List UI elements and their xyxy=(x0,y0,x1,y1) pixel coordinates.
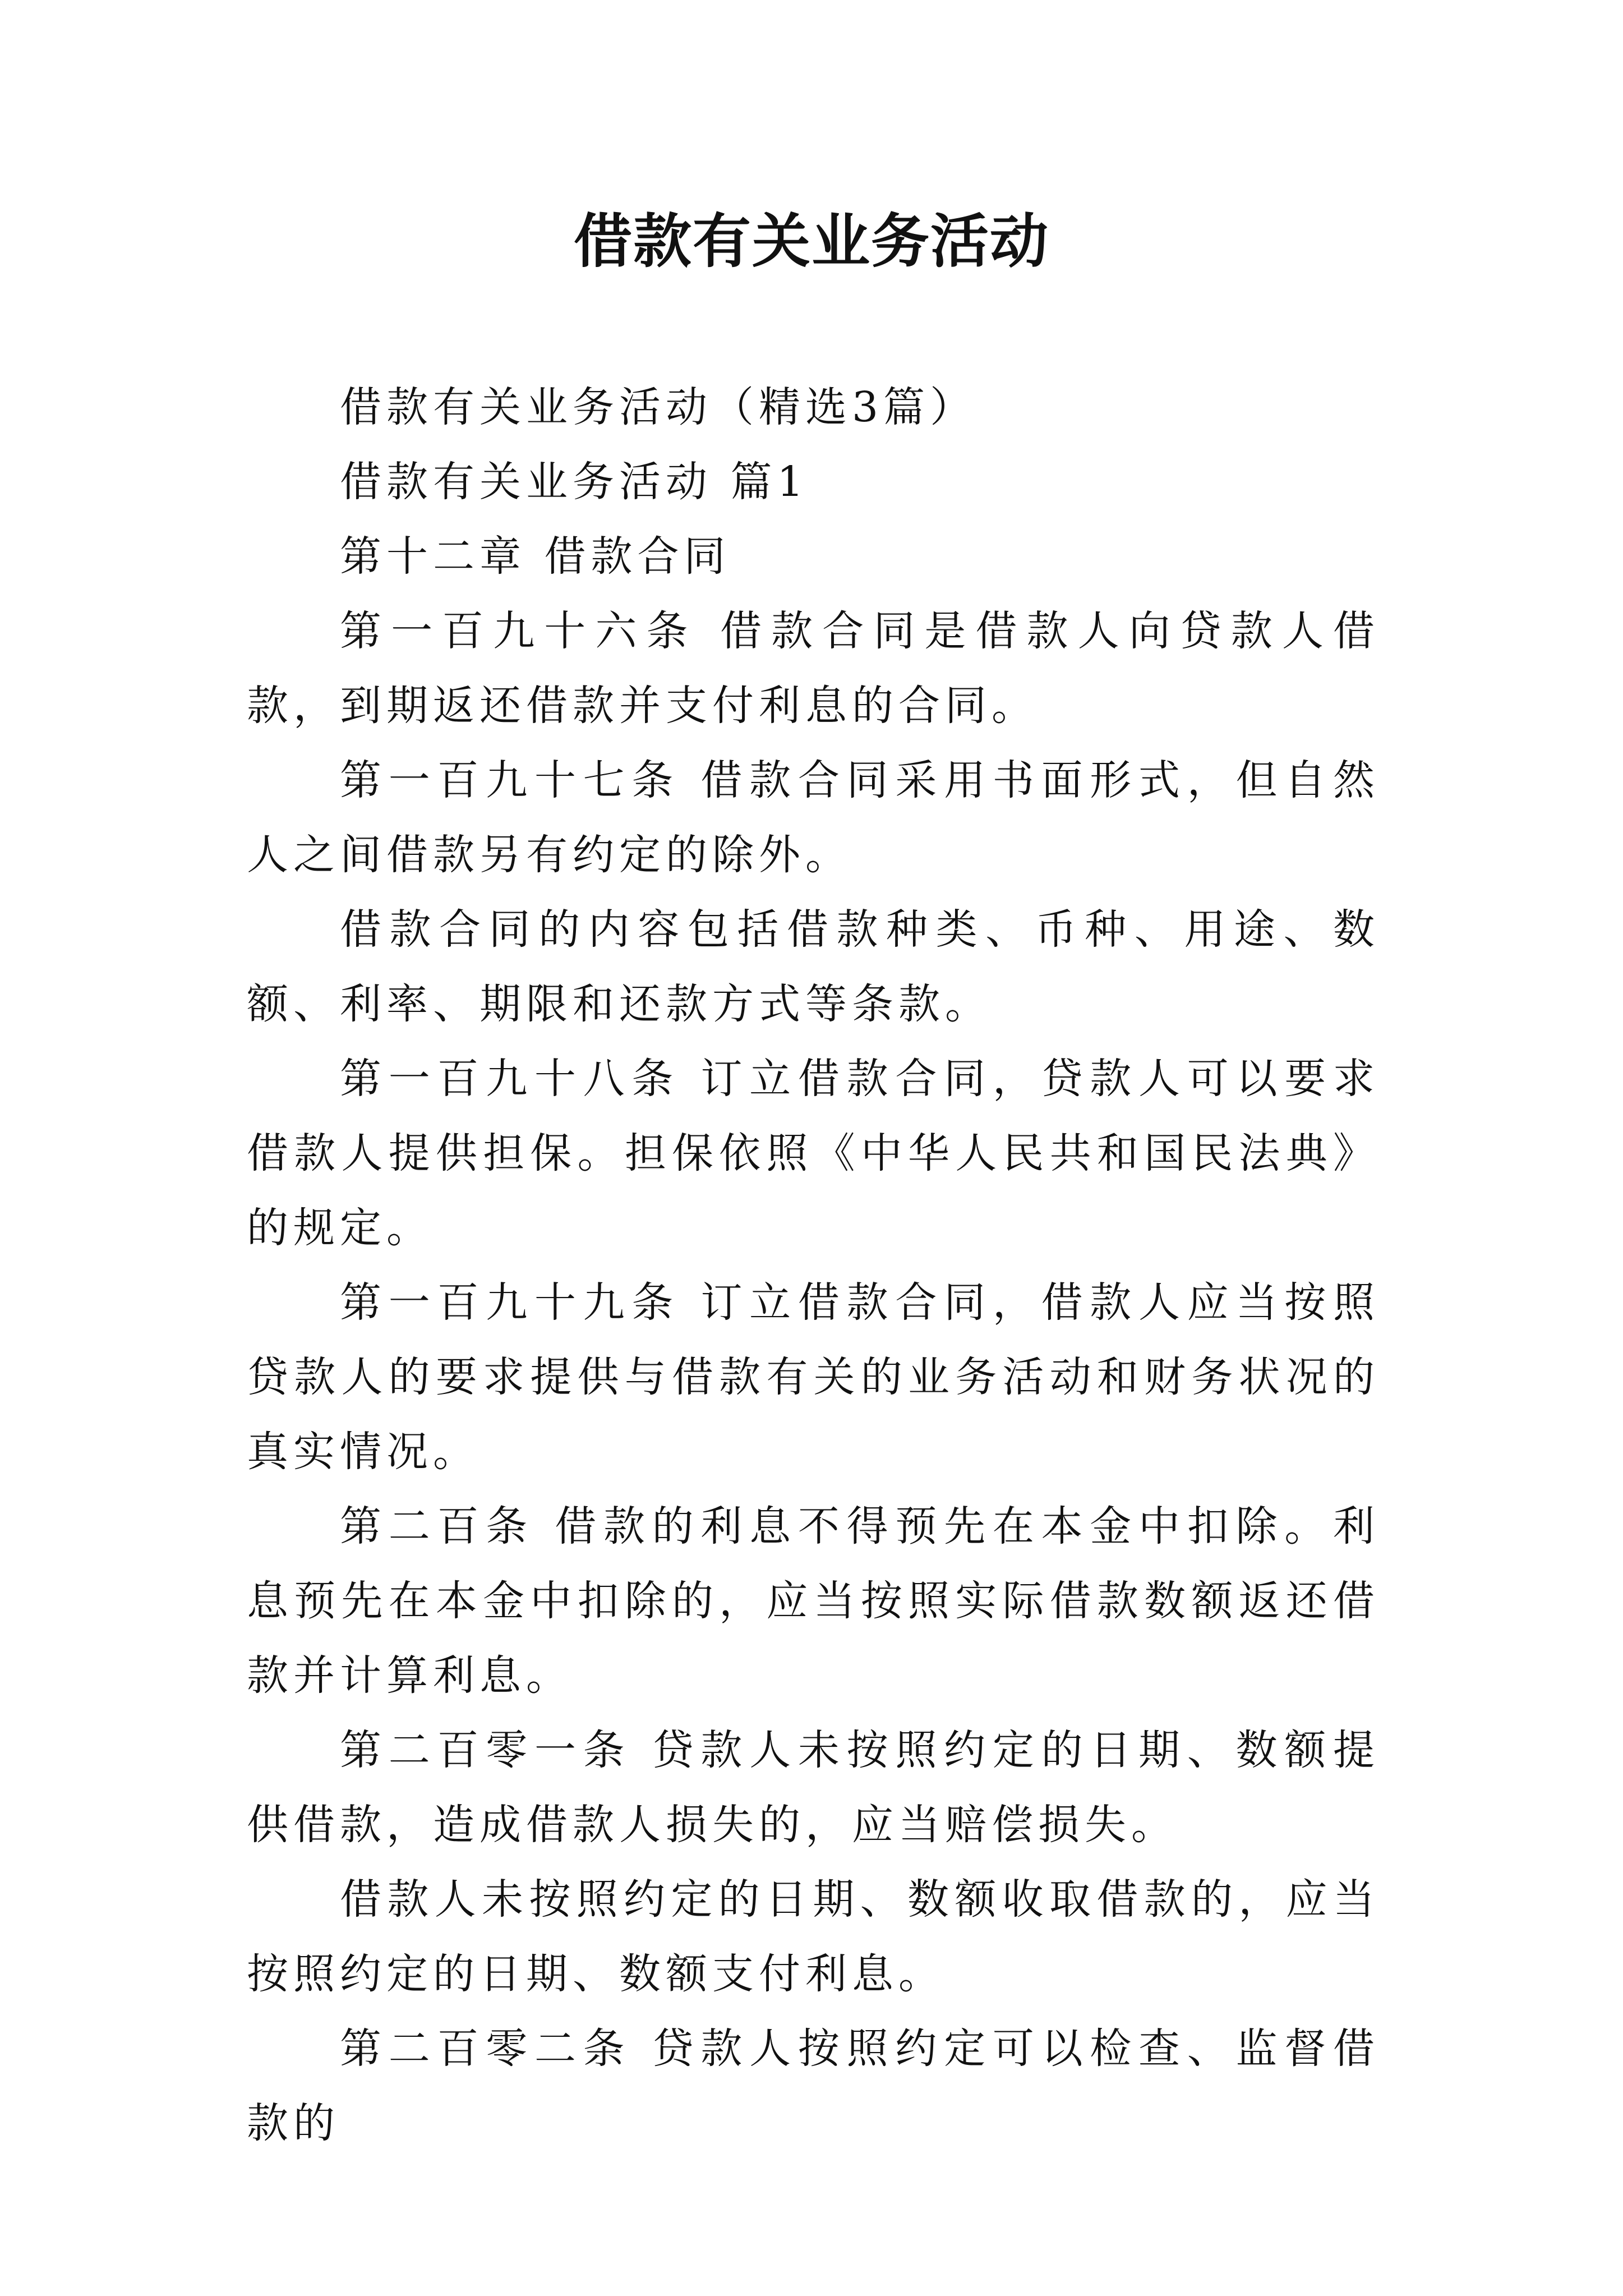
paragraph-article-199: 第一百九十九条 订立借款合同，借款人应当按照贷款人的要求提供与借款有关的业务活动和财务状况的真实情况。 xyxy=(247,1278,1380,1476)
paragraph-article-201: 第二百零一条 贷款人未按照约定的日期、数额提供借款，造成借款人损失的，应当赔偿损失。 xyxy=(247,1726,1380,1849)
paragraph-article-200: 第二百条 借款的利息不得预先在本金中扣除。利息预先在本金中扣除的，应当按照实际借款数额返还借款并计算利息。 xyxy=(247,1502,1380,1700)
paragraph-article-196: 第一百九十六条 借款合同是借款人向贷款人借款，到期返还借款并支付利息的合同。 xyxy=(247,607,1380,730)
paragraph-article-201-borrower: 借款人未按照约定的日期、数额收取借款的，应当按照约定的日期、数额支付利息。 xyxy=(247,1875,1380,1998)
paragraph-subtitle: 借款有关业务活动（精选3篇） xyxy=(340,383,977,431)
paragraph-article-202: 第二百零二条 贷款人按照约定可以检查、监督借款的 xyxy=(247,2024,1380,2147)
document-body xyxy=(247,370,1380,2161)
paragraph-section-heading: 借款有关业务活动 篇1 xyxy=(340,458,809,506)
paragraph-article-198: 第一百九十八条 订立借款合同，贷款人可以要求借款人提供担保。担保依照《中华人民共和国民法典》的规定。 xyxy=(247,1055,1380,1252)
paragraph-article-197-contents: 借款合同的内容包括借款种类、币种、用途、数额、利率、期限和还款方式等条款。 xyxy=(247,905,1380,1028)
document-title: 借款有关业务活动 xyxy=(573,206,1049,275)
paragraph-article-197: 第一百九十七条 借款合同采用书面形式，但自然人之间借款另有约定的除外。 xyxy=(247,756,1380,879)
paragraph-chapter-heading: 第十二章 借款合同 xyxy=(340,532,731,581)
